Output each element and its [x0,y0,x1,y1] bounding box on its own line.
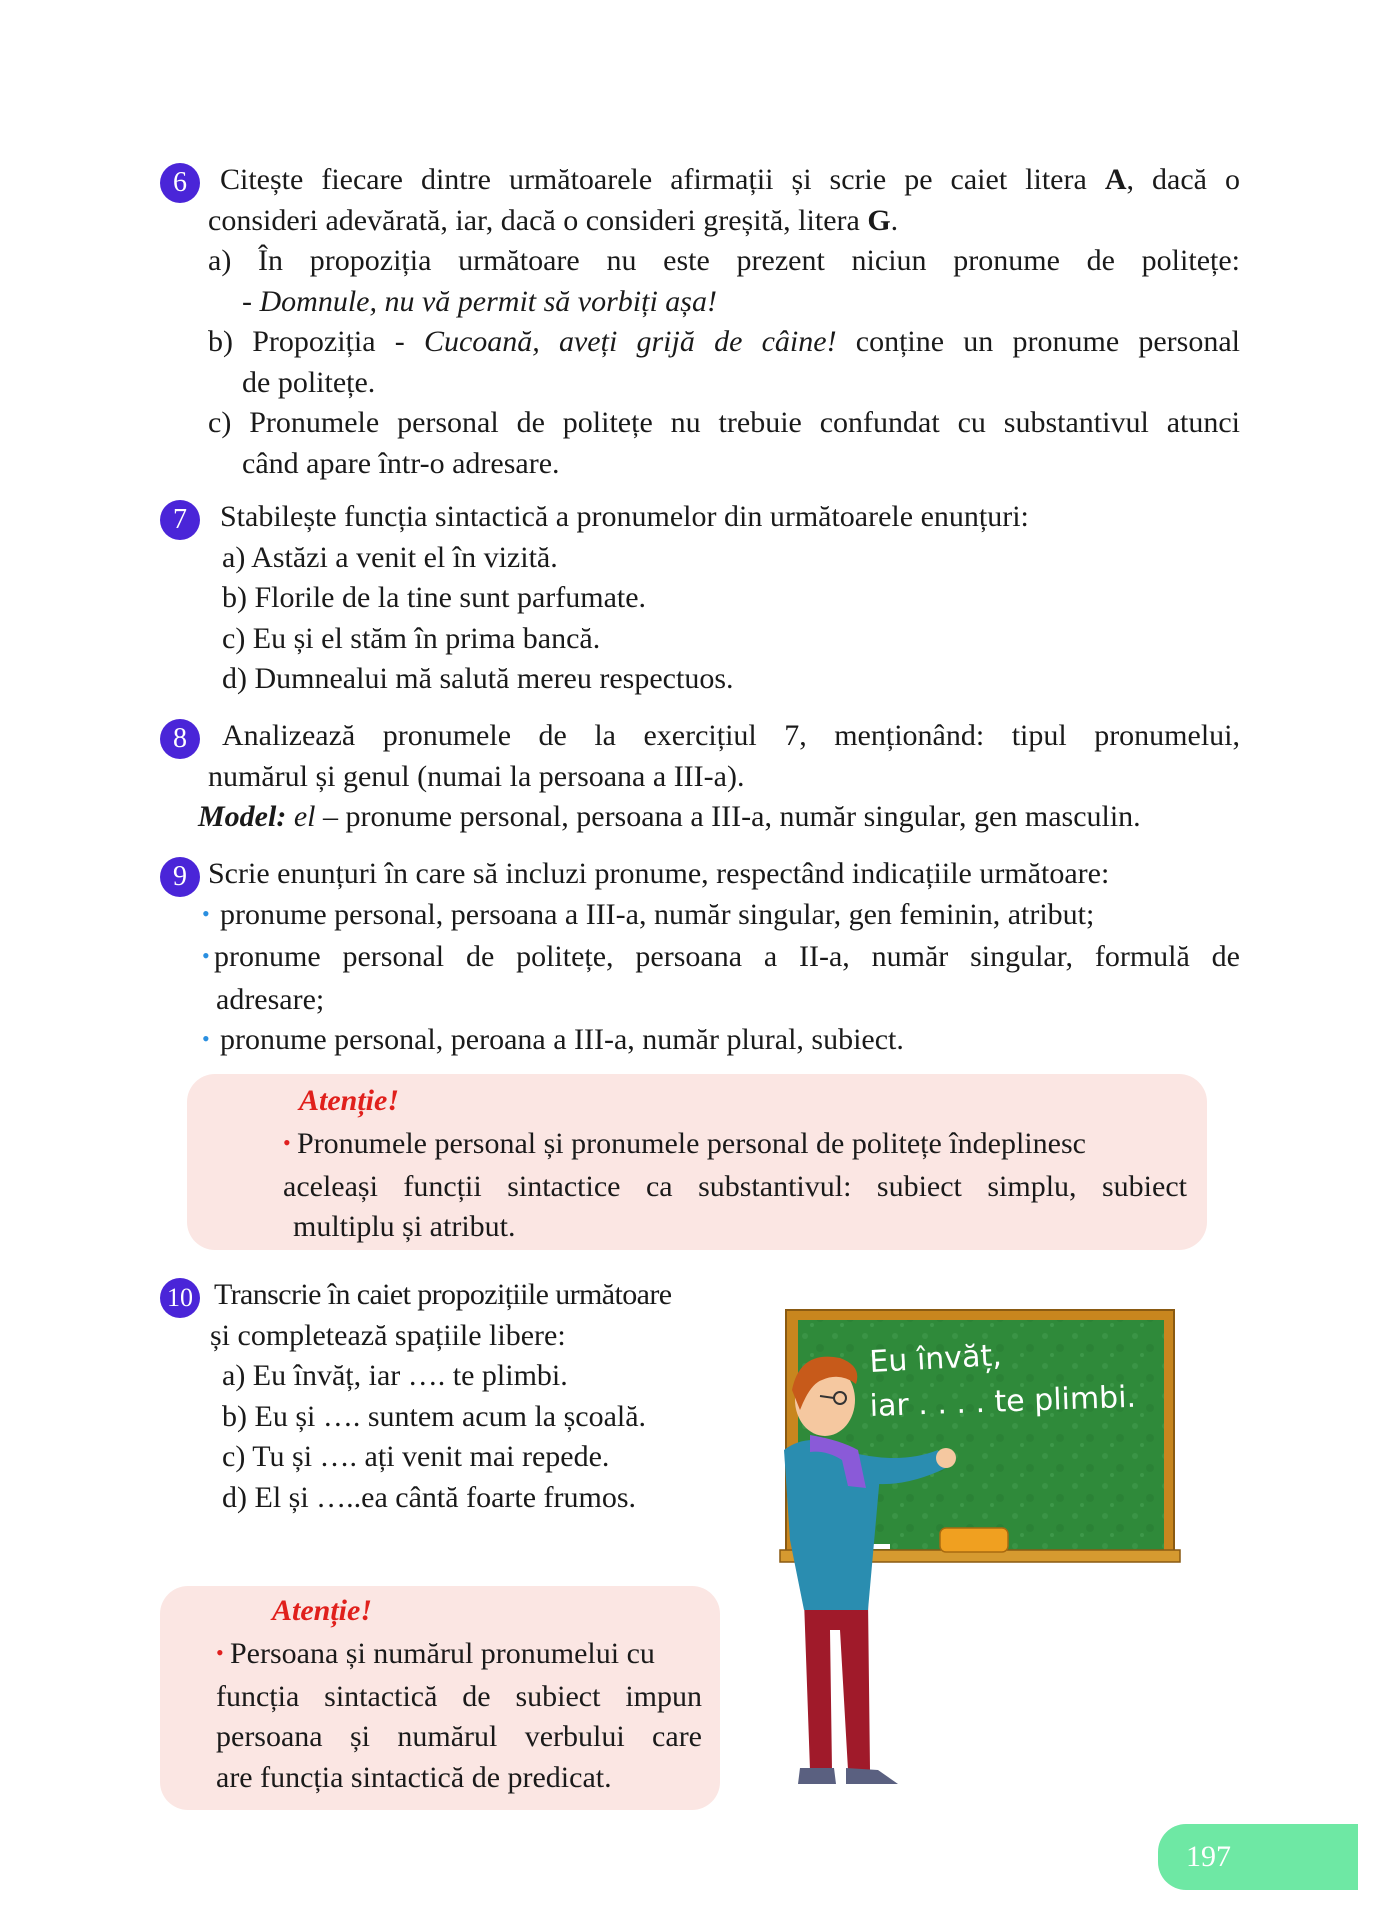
ex10-intro-line1: Transcrie în caiet propozițiile următoare [214,1278,672,1311]
ex7-intro: Stabilește funcția sintactică a pronumelor din următoarele enunțuri: [220,500,1029,533]
exercise-number-8: 8 [160,719,200,759]
note1-line1: • Pronumele personal și pronumele personal de politețe îndeplinesc [283,1127,1086,1160]
ex7-item: d) Dumnealui mă salută mereu respectuos. [222,662,734,695]
exercise-6 [208,160,1240,484]
ex10-item: c) Tu și …. ați venit mai repede. [222,1440,610,1473]
board-text-line1: Eu învăț, [868,1338,1003,1380]
attention-title: Atenție! [272,1594,373,1627]
attention-title: Atenție! [299,1084,400,1117]
exercise-number-9: 9 [160,857,200,897]
page-number: 197 [1158,1824,1358,1890]
ex8-intro-line1: Analizează pronumele de la exercițiul 7, menționând: tipul pronumelui, [222,719,1240,752]
ex8-intro-line2: numărul și genul (numai la persoana a III-a). [208,759,745,793]
ex8-model: Model: el – pronume personal, persoana a III-a, număr singular, gen masculin. [198,800,1141,833]
ex9-bullet-1: • pronume personal, persoana a III-a, număr singular, gen feminin, atribut; [202,897,1095,931]
ex9-intro: Scrie enunțuri în care să incluzi pronume, respectând indicațiile următoare: [208,857,1110,890]
exercise-number-10: 10 [160,1278,200,1318]
ex6-item-b-cont: de politețe. [242,365,376,399]
teacher-chalkboard-illustration [770,1300,1190,1790]
exercise-9 [202,854,1240,1063]
ex10-item: d) El și …..ea cântă foarte frumos. [222,1480,637,1514]
ex7-item: c) Eu și el stăm în prima bancă. [222,621,601,655]
ex7-item: a) Astăzi a venit el în vizită. [222,540,558,574]
ex6-item-c-cont: când apare într-o adresare. [242,446,560,480]
ex9-bullet-3: • pronume personal, peroana a III-a, număr plural, subiect. [202,1023,904,1056]
ex6-item-c: c) Pronumele personal de politețe nu trebuie confundat cu substantivul atunci [208,406,1240,439]
ex10-item: b) Eu și …. suntem acum la școală. [222,1399,647,1433]
exercise-7 [220,497,1240,700]
attention-box-2 [160,1586,720,1810]
ex10-item: a) Eu învăț, iar …. te plimbi. [222,1359,568,1392]
attention-box-1 [187,1074,1207,1250]
ex6-item-b: b) Propoziția - Cucoană, aveți grijă de câine! conține un pronume personal [208,325,1240,358]
note1-line2: aceleași funcții sintactice ca substantivul: subiect simplu, subiect [283,1169,1187,1203]
ex6-item-a: a) În propoziția următoare nu este prezent niciun pronume de politețe: [208,244,1240,277]
board-text-line2: iar . . . . te plimbi. [869,1379,1137,1424]
ex6-intro-line1: Citește fiecare dintre următoarele afirmații și scrie pe caiet litera A, dacă o [220,163,1240,196]
exercise-number-7: 7 [160,500,200,540]
exercise-number-6: 6 [160,163,200,203]
ex10-intro-line2: și completează spațiile libere: [210,1318,566,1352]
note2-line1: • Persoana și numărul pronumelui cu [216,1637,655,1670]
ex6-item-a-quote: - Domnule, nu vă permit să vorbiți așa! [242,284,717,318]
exercise-10 [210,1275,734,1518]
exercise-8 [208,716,1240,797]
ex9-bullet-2: • pronume personal de politețe, persoana a II-a, număr singular, formulă de [202,940,1240,973]
ex9-bullet-2-cont: adresare; [216,982,325,1016]
ex7-item: b) Florile de la tine sunt parfumate. [222,581,647,614]
note1-line3: multiplu și atribut. [293,1210,516,1243]
note2-line3: persoana și numărul verbului care [216,1720,702,1753]
note2-line4: are funcția sintactică de predicat. [216,1760,612,1794]
note2-line2: funcția sintactică de subiect impun [216,1679,702,1713]
ex6-intro-line2: consideri adevărată, iar, dacă o consideri greșită, litera G. [208,203,899,237]
